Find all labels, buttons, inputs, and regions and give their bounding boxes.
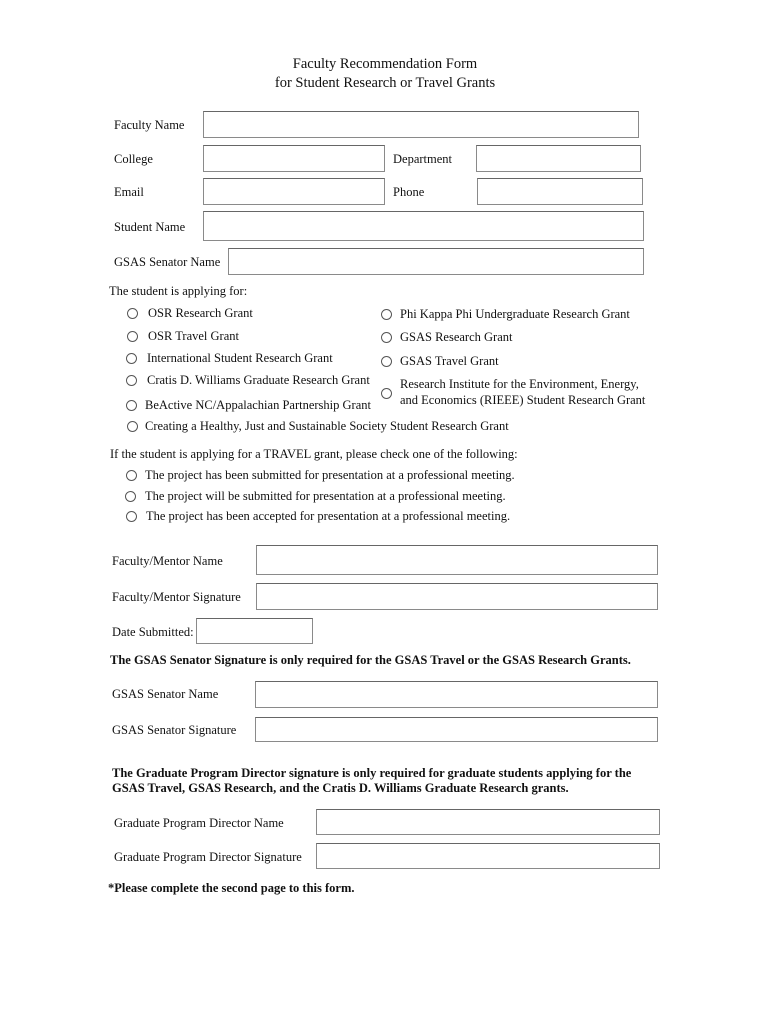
gsas-travel-label: GSAS Travel Grant: [400, 354, 499, 368]
mentor-name-input[interactable]: [256, 545, 658, 575]
director-name-input[interactable]: [316, 809, 660, 835]
phone-input[interactable]: [477, 178, 643, 205]
director-signature-label: Graduate Program Director Signature: [114, 850, 302, 864]
travel-accepted-radio[interactable]: [126, 511, 137, 522]
cratis-williams-label: Cratis D. Williams Graduate Research Grant: [147, 373, 370, 387]
gsas-senator-name-label: GSAS Senator Name: [114, 255, 221, 269]
department-label: Department: [393, 152, 453, 166]
international-research-radio[interactable]: [126, 353, 137, 364]
applying-prompt: The student is applying for:: [109, 284, 248, 298]
senator-name-input[interactable]: [255, 681, 658, 708]
mentor-name-label: Faculty/Mentor Name: [112, 554, 223, 568]
healthy-society-label: Creating a Healthy, Just and Sustainable Society Student Research Grant: [145, 419, 509, 433]
osr-travel-label: OSR Travel Grant: [148, 329, 239, 343]
form-subtitle: for Student Research or Travel Grants: [274, 75, 496, 91]
osr-travel-radio[interactable]: [127, 331, 138, 342]
travel-submitted-label: The project has been submitted for presentation at a professional meeting.: [145, 468, 515, 482]
student-name-label: Student Name: [114, 220, 186, 234]
second-page-note: *Please complete the second page to this form.: [108, 881, 355, 895]
senator-note: The GSAS Senator Signature is only required for the GSAS Travel or the GSAS Research Grants.: [110, 653, 631, 667]
college-input[interactable]: [203, 145, 385, 172]
student-name-input[interactable]: [203, 211, 644, 241]
osr-research-label: OSR Research Grant: [148, 306, 253, 320]
beactive-radio[interactable]: [126, 400, 137, 411]
rieee-label-line2: and Economics (RIEEE) Student Research Grant: [400, 393, 646, 407]
international-research-label: International Student Research Grant: [147, 351, 333, 365]
gsas-research-radio[interactable]: [381, 332, 392, 343]
faculty-name-label: Faculty Name: [114, 118, 185, 132]
travel-will-submit-radio[interactable]: [125, 491, 136, 502]
healthy-society-radio[interactable]: [127, 421, 138, 432]
form-title: Faculty Recommendation Form: [292, 56, 478, 72]
travel-accepted-label: The project has been accepted for presentation at a professional meeting.: [146, 509, 511, 523]
date-submitted-input[interactable]: [196, 618, 313, 644]
beactive-label: BeActive NC/Appalachian Partnership Grant: [145, 398, 371, 412]
director-note-line2: GSAS Travel, GSAS Research, and the Cratis D. Williams Graduate Research grants.: [112, 781, 569, 795]
email-label: Email: [114, 185, 144, 199]
gsas-travel-radio[interactable]: [381, 356, 392, 367]
director-signature-input[interactable]: [316, 843, 660, 869]
phi-kappa-phi-radio[interactable]: [381, 309, 392, 320]
faculty-name-input[interactable]: [203, 111, 639, 138]
date-submitted-label: Date Submitted:: [112, 625, 194, 639]
senator-signature-input[interactable]: [255, 717, 658, 742]
director-note-line1: The Graduate Program Director signature is only required for graduate students applying for the: [112, 766, 632, 780]
rieee-label-line1: Research Institute for the Environment, Energy,: [400, 377, 639, 391]
senator-name-label: GSAS Senator Name: [112, 687, 219, 701]
cratis-williams-radio[interactable]: [126, 375, 137, 386]
travel-will-submit-label: The project will be submitted for presentation at a professional meeting.: [145, 489, 506, 503]
mentor-signature-input[interactable]: [256, 583, 658, 610]
travel-prompt: If the student is applying for a TRAVEL grant, please check one of the following:: [110, 447, 518, 461]
senator-signature-label: GSAS Senator Signature: [112, 723, 237, 737]
travel-submitted-radio[interactable]: [126, 470, 137, 481]
department-input[interactable]: [476, 145, 641, 172]
gsas-senator-name-input[interactable]: [228, 248, 644, 275]
email-input[interactable]: [203, 178, 385, 205]
mentor-signature-label: Faculty/Mentor Signature: [112, 590, 241, 604]
college-label: College: [114, 152, 153, 166]
phone-label: Phone: [393, 185, 425, 199]
rieee-radio[interactable]: [381, 388, 392, 399]
osr-research-radio[interactable]: [127, 308, 138, 319]
director-name-label: Graduate Program Director Name: [114, 816, 284, 830]
phi-kappa-phi-label: Phi Kappa Phi Undergraduate Research Grant: [400, 307, 630, 321]
gsas-research-label: GSAS Research Grant: [400, 330, 513, 344]
